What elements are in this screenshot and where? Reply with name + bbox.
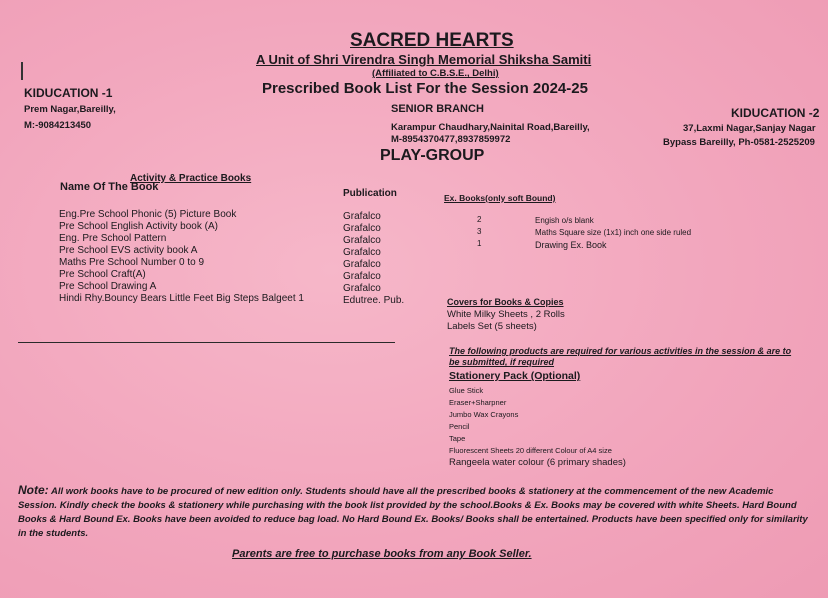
book-publication: Grafalco — [343, 283, 381, 294]
stationery-last-item: Rangeela water colour (6 primary shades) — [449, 457, 626, 468]
book-name: Pre School Drawing A — [59, 281, 157, 292]
ex-book-qty: 3 — [477, 227, 482, 236]
book-name: Pre School English Activity book (A) — [59, 221, 218, 232]
stationery-item: Fluorescent Sheets 20 different Colour of A4 size — [449, 446, 612, 455]
publication-list — [343, 211, 404, 307]
activities-line-1: The following products are required for various activities in the session & are to — [449, 346, 792, 356]
books-section-title: Activity & Practice Books — [130, 173, 252, 184]
note-text: All work books have to be procured of new edition only. Students should have all the prescribed books & stationery at the commencement of the new Academic Session. Kindly check the books & stationery while purchasing with the book list provided by the school.Books & Ex. Books may be covered with white Sheets. Hard Bound Books & Hard Bound Ex. Books have been avoided to reduce bag load. No Hard Bound Ex. Books/ Books shall be entertained. Products have been specified only for similarity in the students. — [18, 486, 808, 539]
branch-name: SENIOR BRANCH — [391, 103, 484, 115]
note-label: Note: — [18, 483, 49, 497]
book-name: Pre School Craft(A) — [59, 269, 146, 280]
covers-line-2: Labels Set (5 sheets) — [447, 321, 537, 332]
stationery-item: Pencil — [449, 422, 470, 431]
margin-mark — [21, 62, 23, 80]
stationery-item: Glue Stick — [449, 386, 484, 395]
right-branch-address2: Bypass Bareilly, Ph-0581-2525209 — [663, 137, 815, 148]
divider-line — [18, 342, 395, 343]
stationery-item: Jumbo Wax Crayons — [449, 410, 519, 419]
book-publication: Grafalco — [343, 235, 381, 246]
note-paragraph — [18, 483, 808, 541]
school-name: SACRED HEARTS — [350, 30, 514, 51]
branch-phone: M-8954370477,8937859972 — [391, 134, 511, 145]
left-branch-name: KIDUCATION -1 — [24, 86, 113, 100]
affiliation: (Affiliated to C.B.S.E., Delhi) — [372, 68, 499, 79]
book-publication: Grafalco — [343, 259, 381, 270]
page-title: Prescribed Book List For the Session 2024-25 — [262, 80, 588, 97]
book-publication: Grafalco — [343, 271, 381, 282]
branch-address: Karampur Chaudhary,Nainital Road,Bareilly, — [391, 122, 590, 133]
book-publication: Grafalco — [343, 223, 381, 234]
book-publication: Grafalco — [343, 247, 381, 258]
book-name: Pre School EVS activity book A — [59, 245, 198, 256]
covers-title: Covers for Books & Copies — [447, 297, 564, 307]
covers-line-1: White Milky Sheets , 2 Rolls — [447, 309, 565, 320]
ex-book-desc: Drawing Ex. Book — [535, 240, 607, 250]
ex-books-title: Ex. Books(only soft Bound) — [444, 193, 556, 203]
left-branch-address: Prem Nagar,Bareilly, — [24, 104, 116, 115]
ex-books-desc-list — [535, 215, 691, 251]
ex-book-desc: Engish o/s blank — [535, 216, 594, 225]
book-name-list — [59, 209, 304, 305]
book-name: Maths Pre School Number 0 to 9 — [59, 257, 205, 268]
left-branch-mobile: M:-9084213450 — [24, 120, 92, 131]
ex-books-qty-list — [477, 214, 481, 250]
book-name: Eng. Pre School Pattern — [59, 233, 167, 244]
col-publication: Publication — [343, 188, 397, 199]
stationery-title: Stationery Pack (Optional) — [449, 370, 581, 382]
ex-book-qty: 2 — [477, 215, 482, 224]
book-publication: Grafalco — [343, 211, 381, 222]
book-publication: Edutree. Pub. — [343, 295, 405, 306]
right-branch-name: KIDUCATION -2 — [731, 106, 820, 120]
activities-line-2: be submitted, if required — [449, 357, 555, 367]
footer-note: Parents are free to purchase books from any Book Seller. — [232, 548, 532, 560]
right-branch-address: 37,Laxmi Nagar,Sanjay Nagar — [683, 123, 816, 134]
stationery-item: Tape — [449, 434, 466, 443]
stationery-list — [449, 385, 612, 457]
unit-line: A Unit of Shri Virendra Singh Memorial Shiksha Samiti — [256, 52, 592, 67]
book-name: Eng.Pre School Phonic (5) Picture Book — [59, 209, 237, 220]
ex-book-qty: 1 — [477, 239, 482, 248]
class-title: PLAY-GROUP — [380, 147, 485, 164]
col-book-name: Name Of The Book — [60, 181, 159, 193]
book-name: Hindi Rhy.Bouncy Bears Little Feet Big Steps Balgeet 1 — [59, 293, 304, 304]
ex-book-desc: Maths Square size (1x1) inch one side ruled — [535, 228, 692, 237]
stationery-item: Eraser+Sharpner — [449, 398, 507, 407]
